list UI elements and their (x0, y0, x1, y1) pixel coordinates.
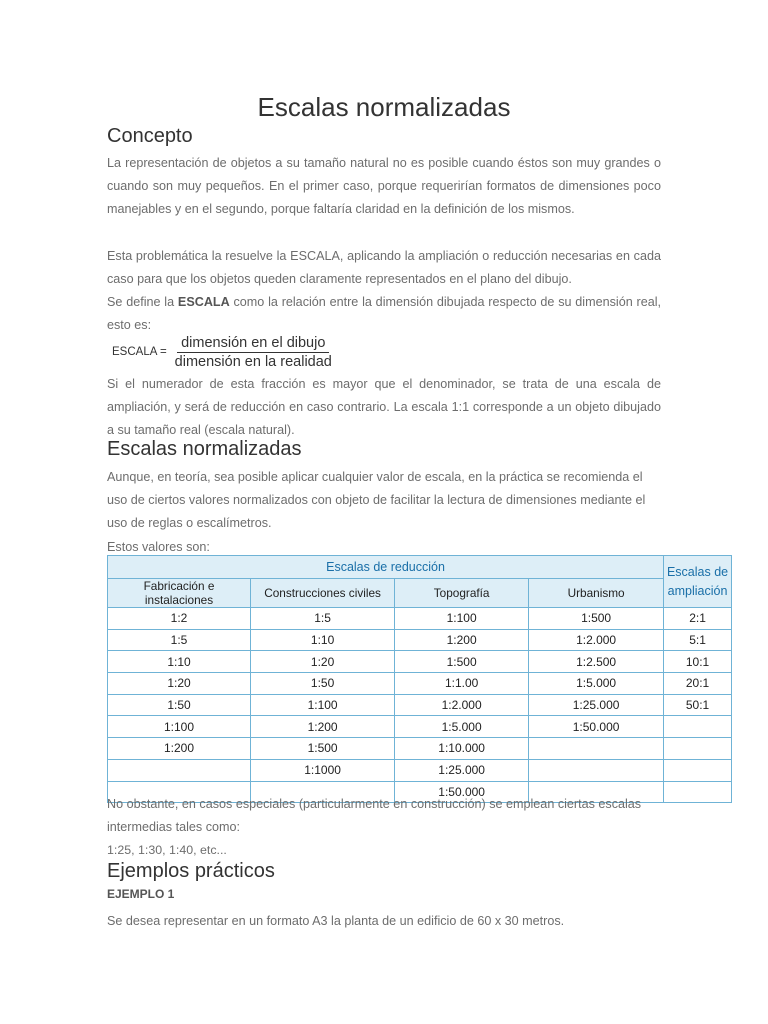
table-row (108, 651, 732, 673)
table-cell: 1:10.000 (395, 738, 529, 760)
table-cell: 1:20 (251, 651, 395, 673)
table-cell (108, 759, 251, 781)
table-row (108, 673, 732, 695)
table-cell: 1:50.000 (395, 781, 529, 803)
table-cell: 1:5.000 (395, 716, 529, 738)
table-cell: 1:100 (251, 694, 395, 716)
table-cell: 1:1000 (251, 759, 395, 781)
scale-formula (112, 332, 336, 372)
example-label: EJEMPLO 1 (107, 887, 175, 901)
formula-denominator: dimensión en la realidad (174, 353, 332, 370)
paragraph-concepto-3 (107, 291, 661, 337)
page-title: Escalas normalizadas (257, 92, 511, 122)
table-cell (529, 759, 664, 781)
table-cell: 20:1 (664, 673, 732, 695)
table-cell (664, 759, 732, 781)
table-cell: 1:500 (529, 608, 664, 630)
table-cell: 1:25.000 (395, 759, 529, 781)
table-cell: 1:2 (108, 608, 251, 630)
table-cell: 1:50 (251, 673, 395, 695)
table-cell: 1:5 (251, 608, 395, 630)
paragraph-concepto-1: La representación de objetos a su tamaño natural no es posible cuando éstos son muy grandes o cuando son muy pequeños. En el primer caso, porque requerirían formatos de dimensiones poco manejables y en el segundo, porque faltaría claridad en la definición de los mismos. (107, 156, 661, 216)
example-text: Se desea representar en un formato A3 la planta de un edificio de 60 x 30 metros. (107, 914, 565, 928)
table-cell: 1:25.000 (529, 694, 664, 716)
scales-table (107, 555, 732, 803)
table-cell: 1:2.000 (529, 629, 664, 651)
column-header: Construcciones civiles (251, 579, 395, 608)
column-header: Urbanismo (529, 579, 664, 608)
table-row (108, 694, 732, 716)
table-cell: 1:100 (108, 716, 251, 738)
escala-bold-term: ESCALA (177, 295, 230, 309)
table-cell: 1:100 (395, 608, 529, 630)
paragraph-concepto-4: Si el numerador de esta fracción es mayor que el denominador, se trata de una escala de ampliación, y será de reducción en caso contrario. La escala 1:1 corresponde a un objeto dibujado a su tamaño real (escala natural). (107, 377, 661, 437)
table-cell: 1:10 (251, 629, 395, 651)
table-row (108, 759, 732, 781)
table-row (108, 608, 732, 630)
table-cell: 1:1.00 (395, 673, 529, 695)
table-cell: 1:50 (108, 694, 251, 716)
formula-numerator: dimensión en el dibujo (177, 334, 329, 353)
table-cell: 1:50.000 (529, 716, 664, 738)
table-cell: 5:1 (664, 629, 732, 651)
paragraph-escalas-1: Aunque, en teoría, sea posible aplicar cualquier valor de escala, en la práctica se recomienda el uso de ciertos valores normalizados con objeto de facilitar la lectura de dimensiones mediante el uso de reglas o escalímetros. (107, 470, 646, 530)
table-cell: 10:1 (664, 651, 732, 673)
table-cell: 1:200 (108, 738, 251, 760)
paragraph-concepto-2: Esta problemática la resuelve la ESCALA, aplicando la ampliación o reducción necesarias en cada caso para que los objetos queden claramente representados en el plano del dibujo. (107, 249, 661, 286)
header-reduccion: Escalas de reducción (108, 556, 664, 579)
table-cell (664, 781, 732, 803)
paragraph-escalas-3: No obstante, en casos especiales (particularmente en construcción) se emplean ciertas escalas intermedias tales como: (107, 797, 642, 834)
table-cell: 1:5.000 (529, 673, 664, 695)
paragraph-escalas-2: Estos valores son: (107, 540, 210, 554)
table-row (108, 716, 732, 738)
table-row (108, 629, 732, 651)
table-cell: 1:10 (108, 651, 251, 673)
paragraph-concepto-3-pre: Se define la (107, 295, 178, 309)
table-row (108, 738, 732, 760)
formula-lhs: ESCALA = (112, 346, 167, 358)
table-cell: 1:2.500 (529, 651, 664, 673)
table-cell: 1:5 (108, 629, 251, 651)
section-heading-escalas: Escalas normalizadas (107, 438, 302, 460)
table-cell: 1:500 (395, 651, 529, 673)
table-cell: 1:200 (395, 629, 529, 651)
table-cell: 1:200 (251, 716, 395, 738)
column-header: Fabricación e instalaciones (108, 579, 251, 608)
table-cell: 1:500 (251, 738, 395, 760)
formula-fraction (171, 334, 336, 371)
section-heading-ejemplos: Ejemplos prácticos (107, 860, 275, 882)
table-cell (664, 738, 732, 760)
column-header: Topografía (395, 579, 529, 608)
paragraph-concepto-3-post: como la relación entre la dimensión dibujada respecto de su dimensión real, esto es: (107, 295, 661, 332)
header-ampliacion: Escalas de ampliación (664, 556, 732, 608)
table-cell (529, 738, 664, 760)
paragraph-escalas-4: 1:25, 1:30, 1:40, etc... (107, 843, 227, 857)
table-cell: 50:1 (664, 694, 732, 716)
table-cell: 2:1 (664, 608, 732, 630)
section-heading-concepto: Concepto (107, 125, 193, 147)
table-cell (664, 716, 732, 738)
table-cell: 1:2.000 (395, 694, 529, 716)
table-cell: 1:20 (108, 673, 251, 695)
